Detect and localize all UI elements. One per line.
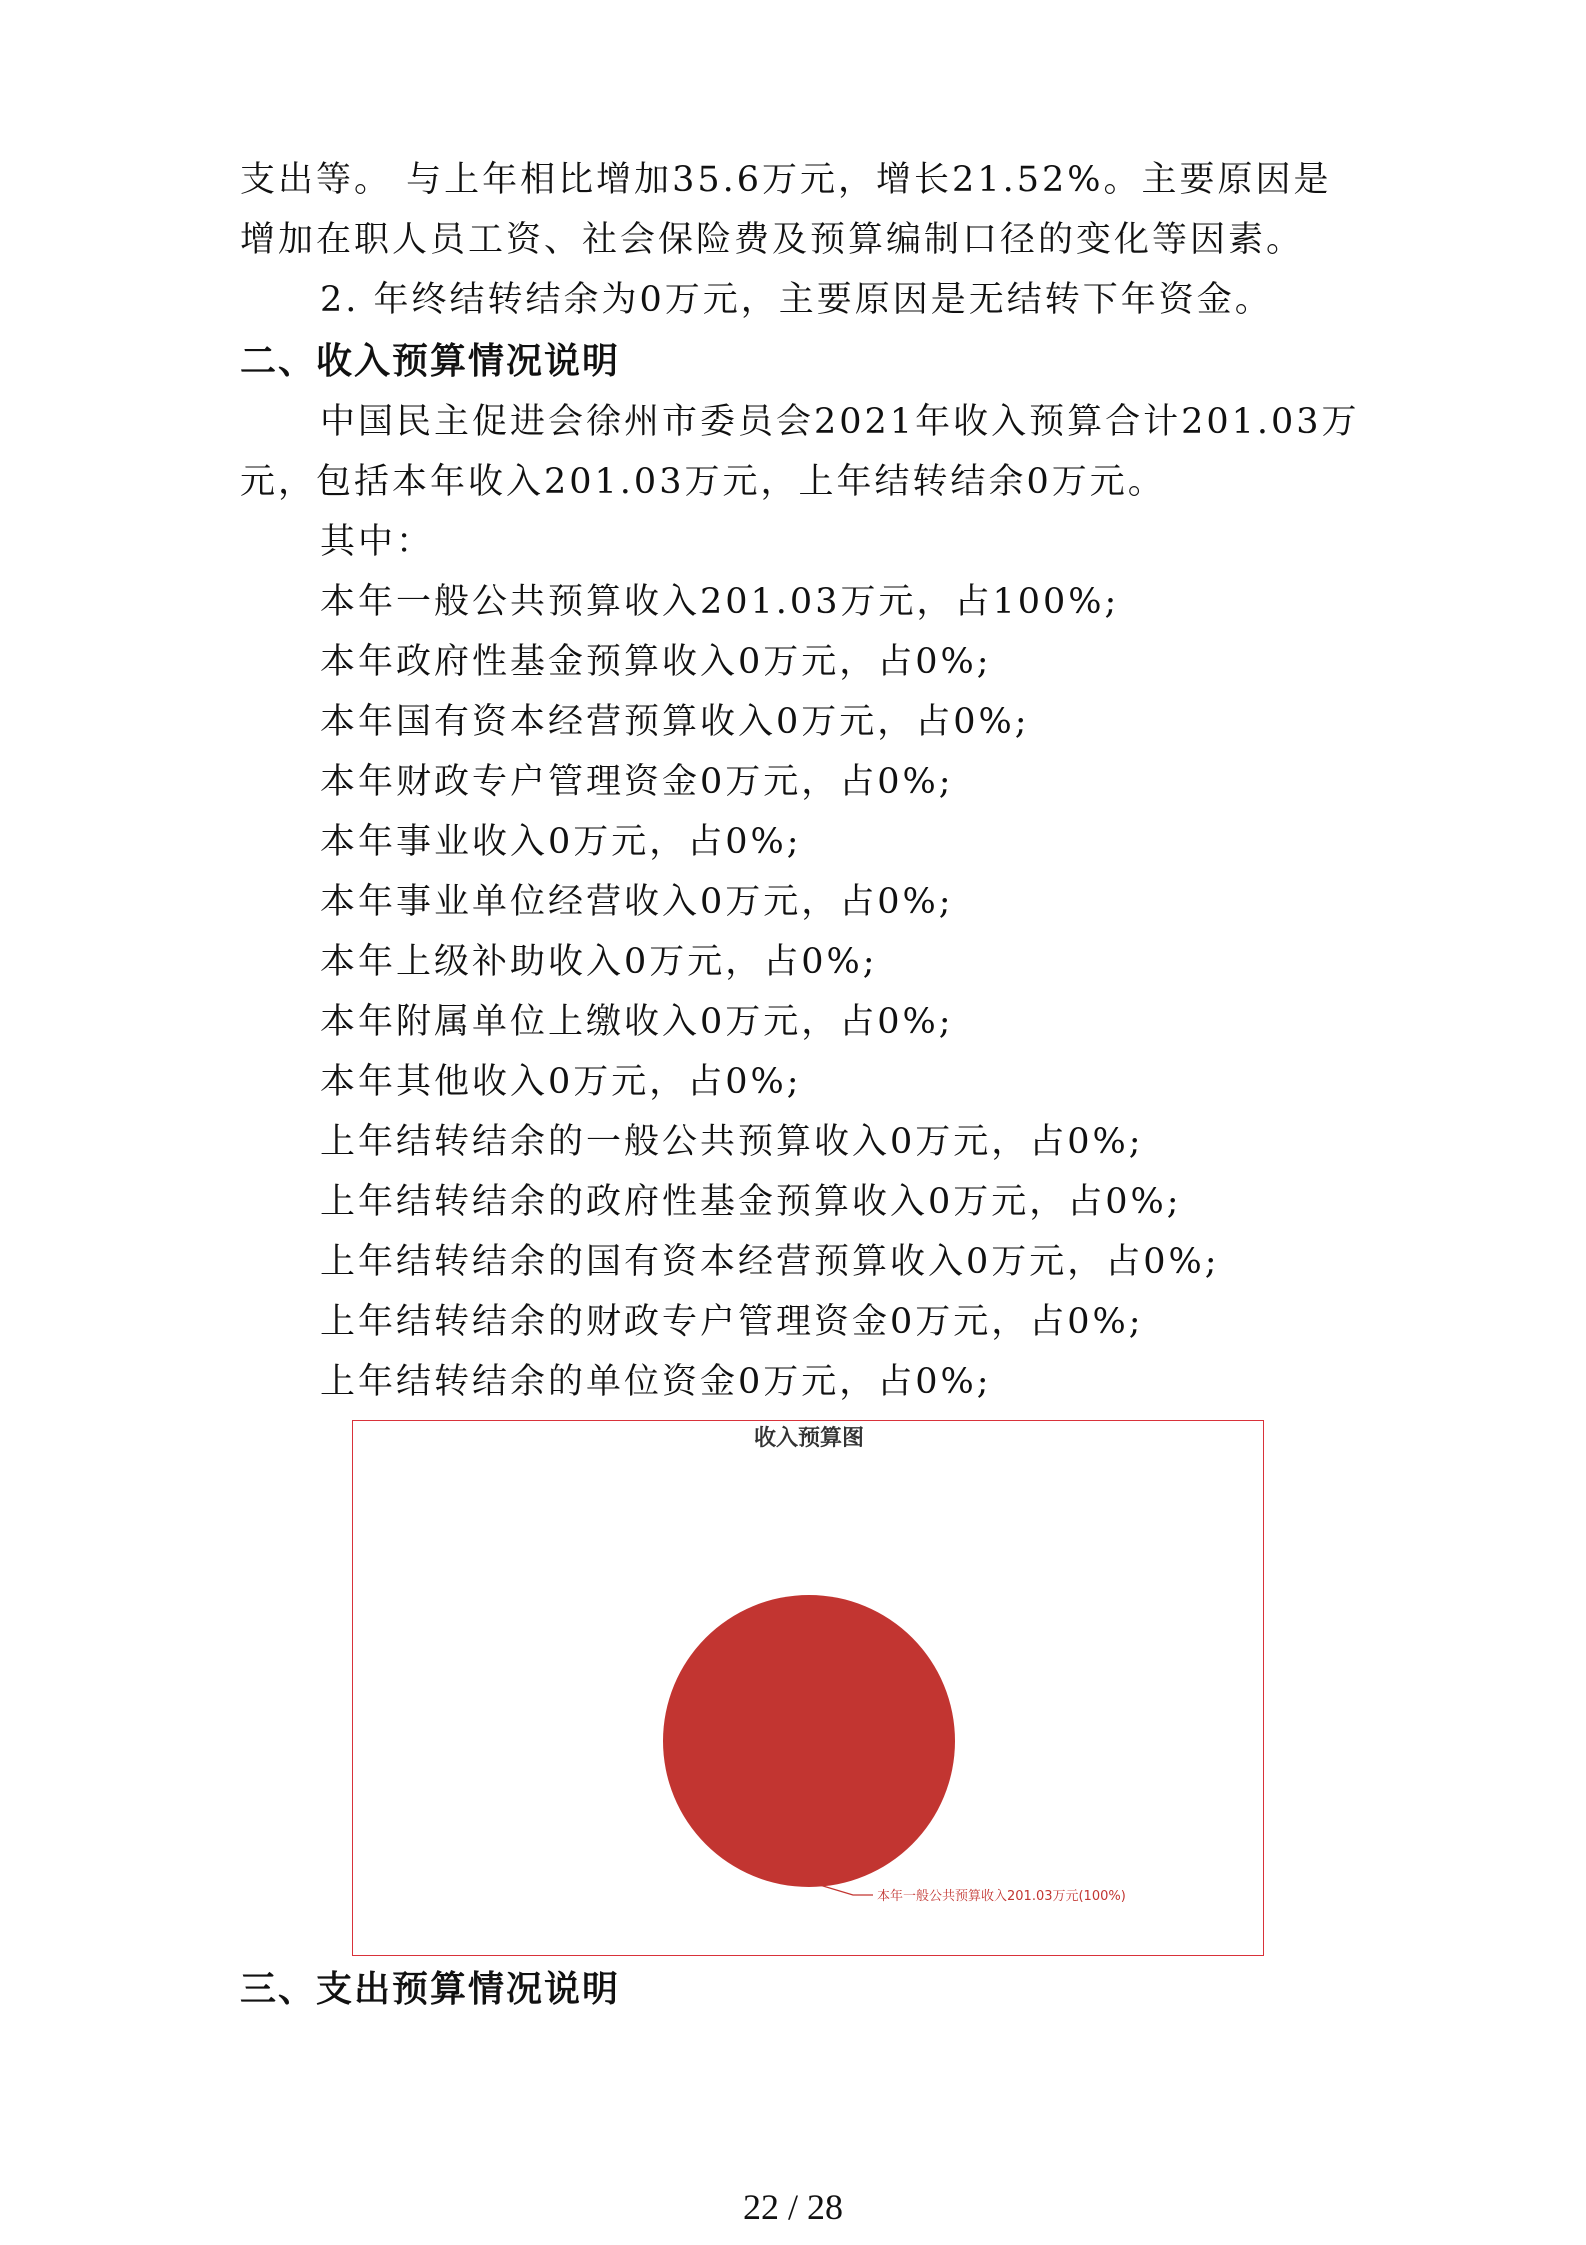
income-item: 上年结转结余的国有资本经营预算收入0万元，占0%; (320, 1242, 1220, 1282)
paragraph-line: 2. 年终结转结余为0万元，主要原因是无结转下年资金。 (320, 280, 1273, 320)
income-budget-chart (352, 1420, 1264, 1956)
income-item: 本年附属单位上缴收入0万元，占0%; (320, 1002, 954, 1042)
section-heading-expense: 三、支出预算情况说明 (240, 1969, 621, 2010)
paragraph-line: 其中： (320, 522, 435, 562)
paragraph-line: 增加在职人员工资、社会保险费及预算编制口径的变化等因素。 (240, 220, 1305, 260)
income-item: 本年财政专户管理资金0万元，占0%; (320, 762, 954, 802)
income-item: 本年国有资本经营预算收入0万元，占0%; (320, 702, 1030, 742)
income-item: 本年事业收入0万元，占0%; (320, 822, 802, 862)
income-item: 本年上级补助收入0万元，占0%; (320, 942, 878, 982)
pie-slices (663, 1595, 1126, 1904)
income-item: 本年其他收入0万元，占0%; (320, 1062, 802, 1102)
income-item: 本年事业单位经营收入0万元，占0%; (320, 882, 954, 922)
paragraph-line: 元，包括本年收入201.03万元，上年结转结余0万元。 (240, 462, 1166, 502)
pie-slice-label: 本年一般公共预算收入201.03万元(100%) (877, 1889, 1126, 1904)
income-item: 上年结转结余的一般公共预算收入0万元，占0%; (320, 1122, 1144, 1162)
income-item: 上年结转结余的政府性基金预算收入0万元，占0%; (320, 1182, 1182, 1222)
pie-chart-svg (353, 1421, 1265, 1957)
chart-title: 收入预算图 (753, 1426, 865, 1451)
income-item: 本年政府性基金预算收入0万元，占0%; (320, 642, 992, 682)
pie-slice (663, 1595, 955, 1887)
page-number: 22 / 28 (742, 2187, 843, 2227)
paragraph-line: 支出等。 与上年相比增加35.6万元，增长21.52%。主要原因是 (240, 160, 1332, 200)
income-item: 上年结转结余的财政专户管理资金0万元，占0%; (320, 1302, 1144, 1342)
income-item: 本年一般公共预算收入201.03万元，占100%; (320, 582, 1120, 622)
section-heading-income: 二、收入预算情况说明 (240, 341, 621, 382)
income-item: 上年结转结余的单位资金0万元，占0%; (320, 1362, 992, 1402)
paragraph-line: 中国民主促进会徐州市委员会2021年收入预算合计201.03万 (320, 402, 1360, 442)
